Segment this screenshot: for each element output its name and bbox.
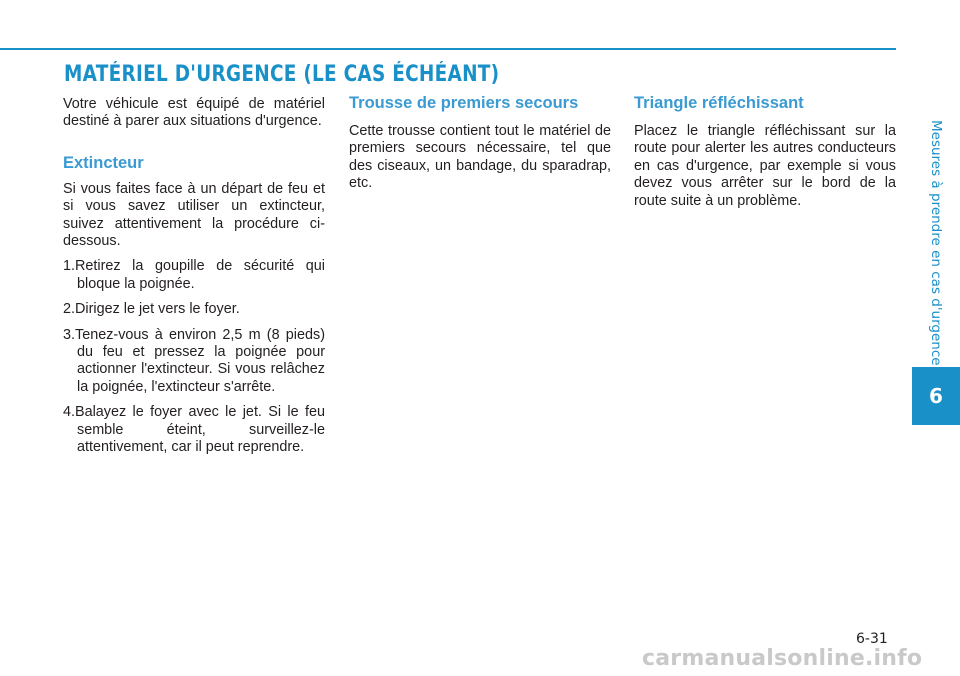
watermark: carmanualsonline.info: [642, 646, 923, 671]
header-rule: [0, 48, 896, 50]
step-item: 3.Tenez-vous à environ 2,5 m (8 pieds) du feu et pressez la poignée pour actionner l'extincteur. Si vous relâchez la poignée, l'extincteur s'arrête.: [63, 326, 325, 395]
triangle-heading: Triangle réfléchissant: [634, 94, 804, 112]
chapter-side-title: Mesures à prendre en cas d'urgence: [928, 120, 944, 366]
step-item: 1.Retirez la goupille de sécurité qui bloque la poignée.: [63, 258, 325, 292]
extinguisher-text: Si vous faites face à un départ de feu et si vous savez utiliser un extincteur, suivez attentivement la procédure ci-dessous.: [63, 180, 325, 250]
page-number: 6-31: [856, 631, 888, 647]
extinguisher-steps: [63, 258, 325, 456]
section-title: MATÉRIEL D'URGENCE (LE CAS ÉCHÉANT): [64, 62, 500, 87]
step-item: 2.Dirigez le jet vers le foyer.: [63, 301, 240, 318]
extinguisher-heading: Extincteur: [63, 153, 144, 172]
column-left: [63, 96, 325, 465]
column-right: [634, 93, 896, 218]
chapter-tab: [912, 367, 960, 425]
first-aid-text: Cette trousse contient tout le matériel de premiers secours nécessaire, tel que des ciseaux, un bandage, du sparadrap, etc.: [349, 123, 611, 192]
first-aid-heading: Trousse de premiers secours: [349, 94, 579, 112]
column-middle: [349, 93, 611, 201]
triangle-text: Placez le triangle réfléchissant sur la route pour alerter les autres conducteurs en cas d'urgence, par exemple si vous devez vous arrêter sur le bord de la route suite à un problème.: [634, 123, 896, 209]
chapter-number: 6: [929, 384, 943, 408]
intro-text: Votre véhicule est équipé de matériel destiné à parer aux situations d'urgence.: [63, 96, 325, 130]
step-item: 4.Balayez le foyer avec le jet. Si le feu semble éteint, surveillez-le attentivement, car il peut reprendre.: [63, 404, 325, 456]
